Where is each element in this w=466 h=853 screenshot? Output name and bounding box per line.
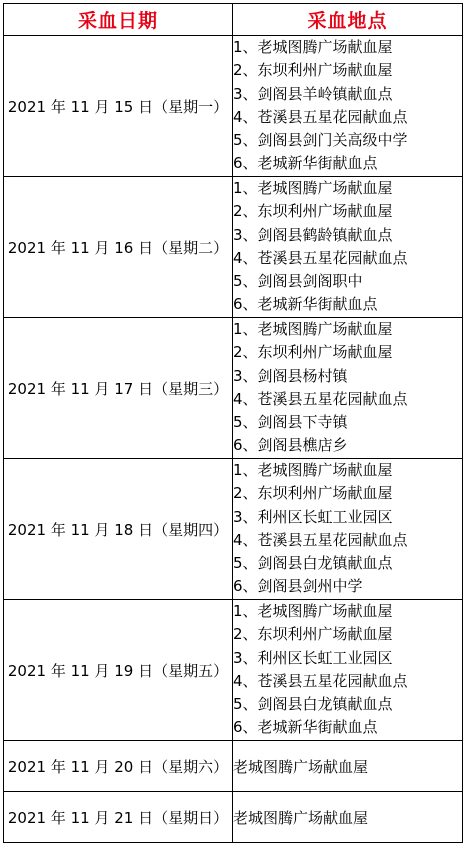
donation-date-cell: 2021 年 11 月 18 日（星期四） [4, 459, 233, 600]
place-list [233, 318, 462, 458]
place-list-item: 1、老城图腾广场献血屋 [233, 602, 393, 620]
place-list-item: 2、东坝利州广场献血屋 [233, 202, 393, 221]
place-list-item: 2、东坝利州广场献血屋 [233, 625, 393, 644]
place-list-item: 3、利州区长虹工业园区 [233, 507, 393, 526]
place-list [233, 177, 462, 317]
table-row [4, 600, 463, 741]
place-list-item: 1、老城图腾广场献血屋 [233, 320, 393, 338]
place-list-item: 6、剑阁县剑州中学 [233, 577, 363, 596]
place-list-item: 6、老城新华街献血点 [233, 154, 378, 173]
donation-date-cell: 2021 年 11 月 19 日（星期五） [4, 600, 233, 741]
place-list-item: 5、剑阁县剑阁职中 [233, 272, 363, 291]
place-list [233, 600, 462, 740]
place-list-item: 4、苍溪县五星花园献血点 [233, 107, 408, 126]
donation-places-cell [233, 600, 463, 741]
table-row [4, 318, 463, 459]
place-list [233, 36, 462, 176]
place-list-item: 1、老城图腾广场献血屋 [233, 179, 393, 197]
donation-date-cell: 2021 年 11 月 21 日（星期日） [4, 792, 233, 843]
place-list-item: 1、老城图腾广场献血屋 [233, 461, 393, 479]
table-body [4, 36, 463, 843]
donation-date-cell: 2021 年 11 月 16 日（星期二） [4, 177, 233, 318]
table-row [4, 741, 463, 792]
place-list-item: 6、老城新华街献血点 [233, 718, 378, 737]
place-column-header: 采血地点 [233, 4, 463, 36]
place-list [233, 459, 462, 599]
donation-places-cell [233, 459, 463, 600]
place-list-item: 4、苍溪县五星花园献血点 [233, 671, 408, 690]
place-list-item: 3、剑阁县鹤龄镇献血点 [233, 225, 393, 244]
place-list-item: 5、剑阁县白龙镇献血点 [233, 554, 393, 573]
donation-date-cell: 2021 年 11 月 20 日（星期六） [4, 741, 233, 792]
donation-date-cell: 2021 年 11 月 15 日（星期一） [4, 36, 233, 177]
place-list-item: 4、苍溪县五星花园献血点 [233, 248, 408, 267]
date-column-header: 采血日期 [4, 4, 233, 36]
table-row [4, 36, 463, 177]
place-list-item: 6、剑阁县樵店乡 [233, 436, 348, 455]
place-list-item: 4、苍溪县五星花园献血点 [233, 530, 408, 549]
place-list-item: 2、东坝利州广场献血屋 [233, 343, 393, 362]
place-list-item: 6、老城新华街献血点 [233, 295, 378, 314]
table-row [4, 459, 463, 600]
table-row [4, 792, 463, 843]
place-list-item: 4、苍溪县五星花园献血点 [233, 389, 408, 408]
place-list-item: 5、剑阁县剑门关高级中学 [233, 131, 408, 150]
blood-donation-schedule-table [3, 3, 463, 843]
place-list-item: 1、老城图腾广场献血屋 [233, 38, 393, 56]
donation-places-cell [233, 318, 463, 459]
place-list-item: 3、剑阁县羊岭镇献血点 [233, 84, 393, 103]
place-list-item: 2、东坝利州广场献血屋 [233, 484, 393, 503]
table-row [4, 177, 463, 318]
table-header-row [4, 4, 463, 36]
place-list-item: 5、剑阁县白龙镇献血点 [233, 695, 393, 714]
donation-places-cell [233, 177, 463, 318]
place-list-item: 2、东坝利州广场献血屋 [233, 61, 393, 80]
place-list-item: 5、剑阁县下寺镇 [233, 413, 348, 432]
place-list-item: 3、利州区长虹工业园区 [233, 648, 393, 667]
donation-places-cell [233, 36, 463, 177]
donation-place-cell: 老城图腾广场献血屋 [233, 792, 463, 843]
donation-date-cell: 2021 年 11 月 17 日（星期三） [4, 318, 233, 459]
place-list-item: 3、剑阁县杨村镇 [233, 366, 348, 385]
donation-place-cell: 老城图腾广场献血屋 [233, 741, 463, 792]
